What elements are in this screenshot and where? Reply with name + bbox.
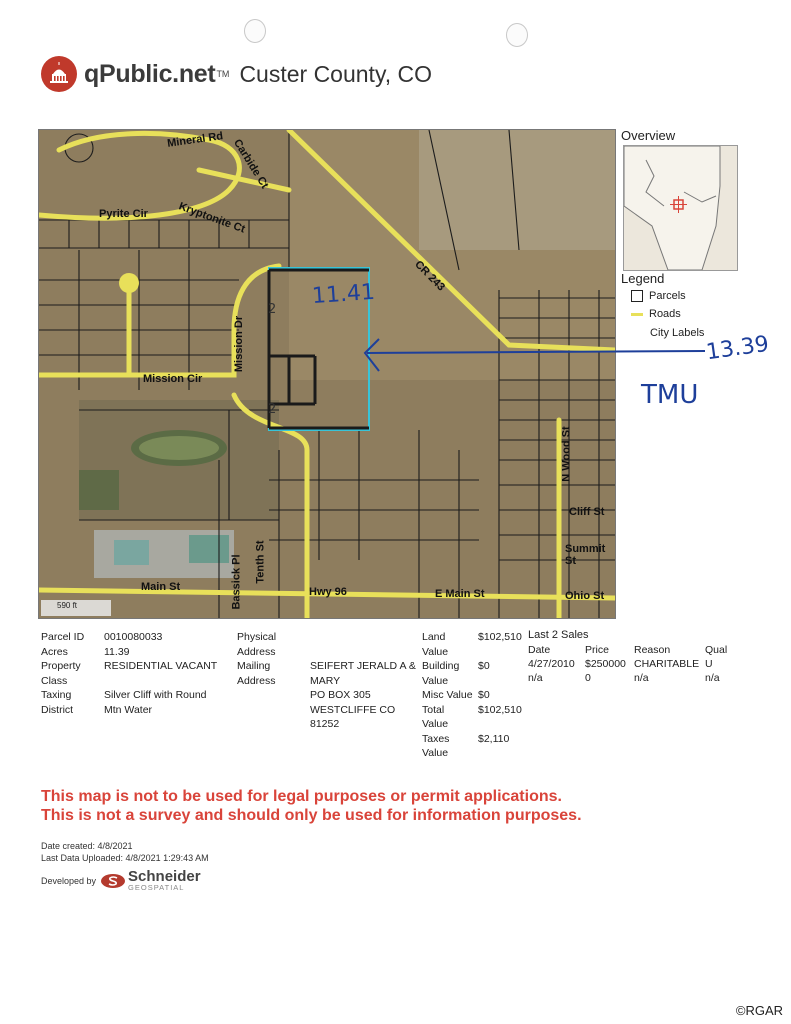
road-label: Summit St <box>565 543 606 567</box>
road-label: E Main St <box>435 588 485 600</box>
road-label: Carbide Ct <box>230 137 271 191</box>
brand-name: qPublic.net <box>84 59 216 88</box>
disclaimer-line: This map is not to be used for legal purposes or permit applications. <box>41 788 562 805</box>
label-property-class: Class <box>41 674 68 687</box>
schneider-logo[interactable] <box>100 870 201 892</box>
label-total-value: Value <box>422 718 449 730</box>
developer-credit <box>41 870 201 892</box>
label-building-value: Value <box>422 674 449 687</box>
disclaimer-line: This is not a survey and should only be used for information purposes. <box>41 807 582 824</box>
road-label: Main St <box>141 581 181 593</box>
handwritten-zone-note: TMU <box>641 380 699 410</box>
date-created: Date created: 4/8/2021 <box>41 841 133 851</box>
road-label: Bassick Pl <box>230 554 243 610</box>
handwritten-side-number: 2 <box>268 402 277 417</box>
misc-value: $0 <box>478 689 490 701</box>
handwritten-arrow-value: 13.39 <box>704 331 771 366</box>
road-label: Cliff St <box>569 506 605 518</box>
label-taxing-district: District <box>41 703 74 716</box>
road-label: Mission Dr <box>233 315 246 373</box>
overview-map[interactable] <box>623 145 738 271</box>
capitol-dome-icon <box>40 55 78 93</box>
label-land-value: Value <box>422 645 449 658</box>
road-line-icon <box>631 313 643 316</box>
sales-title: Last 2 Sales <box>528 629 589 641</box>
total-value: $102,510 <box>478 703 522 716</box>
disclaimer <box>41 787 582 825</box>
legend-label: City Labels <box>650 327 705 339</box>
road-label: Mineral Rd <box>166 130 224 150</box>
developed-by-text: Developed by <box>41 876 97 886</box>
label-mailing-address: Address <box>237 674 276 687</box>
road-label: N Wood St <box>560 426 573 482</box>
label-building-value: Building <box>422 660 460 672</box>
sale-qual: U <box>705 658 713 670</box>
parcel-labels-col2 <box>237 630 276 688</box>
sales-header-qual: Qual <box>705 644 728 656</box>
legend-item-city-labels <box>650 327 704 339</box>
legend-label: Roads <box>649 308 681 320</box>
road-label: Ohio St <box>565 590 605 602</box>
value-labels <box>422 630 473 761</box>
label-total-value: Total <box>422 703 445 716</box>
mailing-line: SEIFERT JERALD A & <box>310 660 416 672</box>
mailing-line: MARY <box>310 674 341 687</box>
parcel-labels-col1 <box>41 630 84 717</box>
road-label: Tenth St <box>254 540 267 584</box>
mailing-address-value <box>310 659 416 732</box>
land-value: $102,510 <box>478 631 522 643</box>
property-class-value: RESIDENTIAL VACANT <box>104 660 218 672</box>
trademark: TM <box>216 69 230 79</box>
punch-hole-right <box>506 23 528 47</box>
label-misc-value: Misc Value <box>422 689 473 701</box>
legend-label: Parcels <box>649 290 686 302</box>
legend-title: Legend <box>621 271 665 286</box>
scale-bar-label: 590 ft <box>57 601 78 610</box>
road-label: Pyrite Cir <box>99 208 148 220</box>
sale-reason: CHARITABLE <box>634 658 700 670</box>
sale-date: 4/27/2010 <box>528 658 575 670</box>
sale-qual: n/a <box>705 672 720 684</box>
mailing-line: 81252 <box>310 718 340 730</box>
label-acres: Acres <box>41 645 68 658</box>
label-physical-address: Address <box>237 645 276 658</box>
handwritten-side-number: 2 <box>268 302 277 317</box>
legend-item-parcels <box>631 290 686 302</box>
label-taxing-district: Taxing <box>41 689 72 701</box>
mailing-line: PO BOX 305 <box>310 689 371 701</box>
parcel-id-value: 0010080033 <box>104 631 163 643</box>
punch-hole-left <box>244 19 266 43</box>
sales-header-date: Date <box>528 644 551 656</box>
building-value: $0 <box>478 660 490 672</box>
mailing-line: WESTCLIFFE CO <box>310 703 396 716</box>
schneider-s-icon <box>100 873 126 889</box>
handwritten-acreage: 11.41 <box>311 279 376 310</box>
road-label: Mission Cir <box>143 373 203 385</box>
copyright-watermark: ©RGAR <box>735 1003 783 1018</box>
overview-title: Overview <box>621 128 676 143</box>
taxes-value: $2,110 <box>478 732 510 745</box>
label-parcel-id: Parcel ID <box>41 631 85 643</box>
label-mailing-address: Mailing <box>237 660 271 672</box>
road-label: Kryptonite Ct <box>177 200 247 236</box>
legend-item-roads <box>631 308 681 320</box>
sales-header-price: Price <box>585 644 609 656</box>
sale-reason: n/a <box>634 672 649 684</box>
page-header <box>40 52 432 96</box>
county-name: Custer County, CO <box>239 60 433 87</box>
sales-header-reason: Reason <box>634 644 671 656</box>
handwritten-arrow <box>355 335 715 375</box>
label-land-value: Land <box>422 631 446 643</box>
road-label: Hwy 96 <box>309 586 347 598</box>
parcel-values-col1 <box>104 630 217 717</box>
sale-date: n/a <box>528 672 543 684</box>
taxing-district-value: Mtn Water <box>104 703 153 716</box>
road-label: CR 243 <box>412 258 448 294</box>
label-taxes-value: Taxes <box>422 732 450 745</box>
company-name: Schneider <box>128 868 201 885</box>
label-property-class: Property <box>41 660 81 672</box>
value-amounts <box>478 630 522 746</box>
label-taxes-value: Value <box>422 747 449 759</box>
data-dates <box>41 840 209 864</box>
label-physical-address: Physical <box>237 631 277 643</box>
sale-price: $250000 <box>585 658 626 670</box>
last-data-uploaded: Last Data Uploaded: 4/8/2021 1:29:43 AM <box>41 853 209 863</box>
sale-price: 0 <box>585 672 591 684</box>
acres-value: 11.39 <box>104 645 130 658</box>
taxing-district-value: Silver Cliff with Round <box>104 689 207 701</box>
parcel-square-icon <box>631 290 643 302</box>
company-subtitle: GEOSPATIAL <box>128 883 185 892</box>
